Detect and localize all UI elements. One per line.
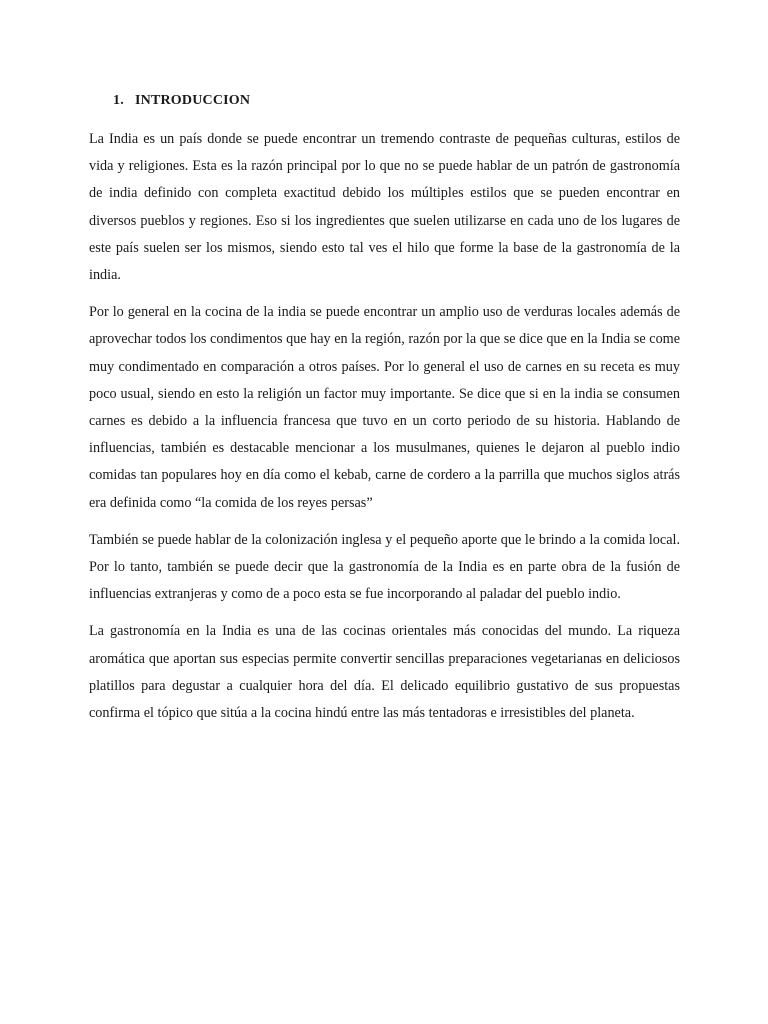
document-body — [89, 126, 680, 737]
paragraph-2: Por lo general en la cocina de la india se puede encontrar un amplio uso de verduras locales además de aprovechar todos los condimentos que hay en la región, razón por la que se dice que en la India se come muy condimentado en comparación a otros países. Por lo general el uso de carnes en su receta es muy poco usual, siendo en esto la religión un factor muy importante. Se dice que si en la india se consumen carnes es debido a la influencia francesa que tuvo en un corto periodo de su historia. Hablando de influencias, también es destacable mencionar a los musulmanes, quienes le dejaron al pueblo indio comidas tan populares hoy en día como el kebab, carne de cordero a la parrilla que muchos siglos atrás era definida como “la comida de los reyes persas” — [89, 304, 680, 511]
paragraph-1: La India es un país donde se puede encontrar un tremendo contraste de pequeñas culturas, estilos de vida y religiones. Esta es la razón principal por lo que no se puede hablar de un patrón de gastronomía de india definido con completa exactitud debido los múltiples estilos que se pueden encontrar en diversos pueblos y regiones. Eso si los ingredientes que suelen utilizarse en cada uno de los lugares de este país suelen ser los mismos, siendo esto tal ves el hilo que forme la base de la gastronomía de la india. — [89, 131, 680, 284]
paragraph-4: La gastronomía en la India es una de las cocinas orientales más conocidas del mundo. La riqueza aromática que aportan sus especias permite convertir sencillas preparaciones vegetarianas en deliciosos platillos para degustar a cualquier hora del día. El delicado equilibrio gustativo de sus propuestas confirma el tópico que sitúa a la cocina hindú entre las más tentadoras e irresistibles del planeta. — [89, 623, 680, 722]
section-title: INTRODUCCION — [135, 93, 251, 108]
section-number: 1. — [113, 93, 124, 108]
paragraph-3: También se puede hablar de la colonización inglesa y el pequeño aporte que le brindo a la comida local. Por lo tanto, también se puede decir que la gastronomía de la India es en parte obra de la fusión de influencias extranjeras y como de a poco esta se fue incorporando al paladar del pueblo indio. — [89, 531, 680, 603]
section-heading — [113, 93, 250, 109]
